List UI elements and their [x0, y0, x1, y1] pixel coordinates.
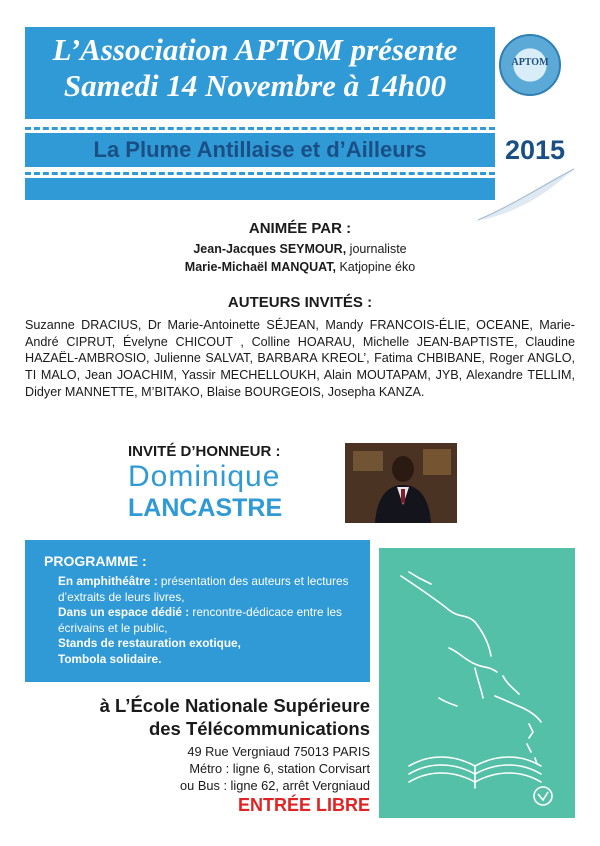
host-name: Jean-Jacques SEYMOUR, — [193, 242, 347, 256]
programme-item — [58, 605, 363, 636]
programme-item-text: présentation des auteurs et lectures d’extraits de leurs livres, — [58, 574, 349, 604]
caribbean-map-artwork — [379, 548, 575, 818]
free-entry: ENTRÉE LIBRE — [237, 795, 370, 815]
host-row — [0, 242, 600, 256]
guest-first-name: Dominique — [128, 460, 281, 493]
programme-title: PROGRAMME : — [44, 553, 147, 569]
host-role: journaliste — [346, 242, 407, 256]
host-name: Marie-Michaël MANQUAT, — [184, 260, 336, 274]
venue-metro: Métro : ligne 6, station Corvisart — [189, 761, 370, 776]
dashed-divider — [25, 172, 495, 175]
venue-line-2: des Télécommunications — [148, 718, 370, 739]
programme-item-bold: En amphithéâtre : — [58, 574, 158, 588]
dashed-divider — [25, 127, 495, 130]
venue-address: 49 Rue Vergniaud 75013 PARIS — [187, 744, 370, 759]
venue-bus: ou Bus : ligne 62, arrêt Vergniaud — [180, 778, 370, 793]
host-role: Katjopine éko — [335, 260, 416, 274]
programme-item-bold: Stands de restauration exotique, — [58, 636, 241, 650]
aptom-logo — [499, 34, 561, 96]
guest-label: INVITÉ D’HONNEUR : — [128, 443, 281, 460]
guest-last-name: LANCASTRE — [128, 494, 283, 522]
logo-text: APTOM — [511, 57, 549, 68]
authors-list: Suzanne DRACIUS, Dr Marie-Antoinette SÉJEAN, Mandy FRANCOIS-ÉLIE, OCEANE, Marie-André CIPRUT, Évelyne CHICOUT , Colline HOARAU, Michelle JEAN-BAPTISTE, Claudine HAZAËL-AMBROSIO, Julienne SALVAT, BARBARA KREOL’, Fatima CHBIBANE, Roger ANGLO, TI MALO, Jean JOACHIM, Yassir MECHELLOUKH, Alain MOUTAPAM, JYB, Alexandre TELLIM, Didyer MANNETTE, M’BITAKO, Blaise BOURGEOIS, Josepha KANZA. — [25, 318, 575, 399]
authors-title: AUTEURS INVITÉS : — [227, 294, 373, 311]
event-year: 2015 — [505, 135, 566, 165]
programme-item-bold: Dans un espace dédié : — [58, 605, 190, 619]
feather-swoosh-icon — [470, 166, 580, 226]
animee-title: ANIMÉE PAR : — [248, 220, 352, 237]
programme-item — [58, 636, 363, 652]
header-title: L’Association APTOM présente — [52, 32, 458, 67]
programme-item — [58, 652, 363, 668]
programme-item — [58, 574, 363, 605]
programme-list — [58, 574, 363, 667]
header-date: Samedi 14 Novembre à 14h00 — [63, 68, 447, 103]
guest-photo — [345, 443, 457, 523]
host-row — [0, 260, 600, 274]
person-photo-icon — [345, 443, 457, 523]
badge-icon — [534, 787, 552, 805]
event-name: La Plume Antillaise et d’Ailleurs — [93, 137, 427, 162]
programme-item-text: rencontre-dédicace entre les écrivains et le public, — [58, 605, 342, 635]
venue-line-1: à L’École Nationale Supérieure — [99, 695, 370, 716]
programme-item-bold: Tombola solidaire. — [58, 651, 162, 666]
map-book-icon — [379, 548, 575, 818]
header-bottom-band — [25, 178, 495, 200]
